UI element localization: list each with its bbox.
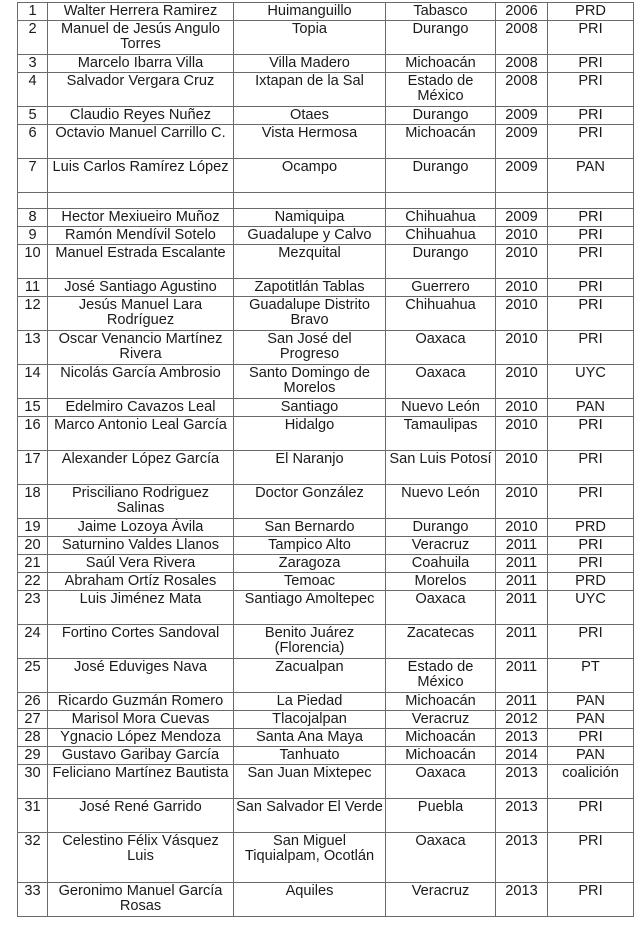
- cell-year: 2011: [496, 555, 548, 573]
- cell-person-name: Octavio Manuel Carrillo C.: [48, 125, 234, 159]
- cell-row-number: 33: [18, 883, 48, 917]
- cell-state: Chihuahua: [386, 297, 496, 331]
- cell-row-number: 1: [18, 3, 48, 21]
- table-row: [18, 3, 634, 21]
- cell-party: PRI: [548, 73, 634, 107]
- cell-state: Durango: [386, 519, 496, 537]
- cell-row-number: 23: [18, 591, 48, 625]
- cell-row-number: 2: [18, 21, 48, 55]
- cell-party: UYC: [548, 591, 634, 625]
- cell-party: PRI: [548, 833, 634, 883]
- cell-state: Durango: [386, 245, 496, 279]
- cell-municipality: La Piedad: [234, 693, 386, 711]
- cell-row-number: 28: [18, 729, 48, 747]
- cell-party: UYC: [548, 365, 634, 399]
- cell-party: [548, 193, 634, 209]
- table-row: [18, 297, 634, 331]
- table-row: [18, 365, 634, 399]
- cell-row-number: 12: [18, 297, 48, 331]
- cell-year: 2010: [496, 451, 548, 485]
- table-row: [18, 729, 634, 747]
- table-row: [18, 537, 634, 555]
- cell-municipality: Zaragoza: [234, 555, 386, 573]
- cell-year: 2010: [496, 279, 548, 297]
- cell-party: PRI: [548, 227, 634, 245]
- cell-state: Guerrero: [386, 279, 496, 297]
- cell-year: 2008: [496, 21, 548, 55]
- cell-state: Durango: [386, 21, 496, 55]
- cell-year: 2010: [496, 227, 548, 245]
- cell-municipality: Topia: [234, 21, 386, 55]
- table-row: [18, 711, 634, 729]
- table-row: [18, 591, 634, 625]
- cell-person-name: Jesús Manuel Lara Rodríguez: [48, 297, 234, 331]
- cell-year: 2009: [496, 125, 548, 159]
- cell-party: coalición: [548, 765, 634, 799]
- cell-municipality: Namiquipa: [234, 209, 386, 227]
- cell-person-name: Edelmiro Cavazos Leal: [48, 399, 234, 417]
- cell-municipality: Vista Hermosa: [234, 125, 386, 159]
- cell-party: PRI: [548, 625, 634, 659]
- cell-state: Veracruz: [386, 883, 496, 917]
- cell-person-name: Marisol Mora Cuevas: [48, 711, 234, 729]
- cell-year: [496, 193, 548, 209]
- cell-state: Michoacán: [386, 693, 496, 711]
- cell-year: 2011: [496, 625, 548, 659]
- table-row: [18, 555, 634, 573]
- cell-party: PRI: [548, 125, 634, 159]
- cell-year: 2013: [496, 765, 548, 799]
- cell-state: San Luis Potosí: [386, 451, 496, 485]
- table-row: [18, 209, 634, 227]
- table-row: [18, 107, 634, 125]
- cell-person-name: Feliciano Martínez Bautista: [48, 765, 234, 799]
- cell-municipality: San José del Progreso: [234, 331, 386, 365]
- cell-year: 2014: [496, 747, 548, 765]
- cell-year: 2009: [496, 159, 548, 193]
- cell-year: 2010: [496, 297, 548, 331]
- cell-year: 2013: [496, 729, 548, 747]
- cell-municipality: Mezquital: [234, 245, 386, 279]
- cell-year: 2013: [496, 799, 548, 833]
- cell-person-name: Ricardo Guzmán Romero: [48, 693, 234, 711]
- cell-row-number: 14: [18, 365, 48, 399]
- cell-state: Morelos: [386, 573, 496, 591]
- cell-year: 2009: [496, 107, 548, 125]
- cell-municipality: El Naranjo: [234, 451, 386, 485]
- cell-state: Tamaulipas: [386, 417, 496, 451]
- cell-row-number: 8: [18, 209, 48, 227]
- cell-row-number: 4: [18, 73, 48, 107]
- cell-municipality: San Miguel Tiquialpam, Ocotlán: [234, 833, 386, 883]
- cell-row-number: 16: [18, 417, 48, 451]
- cell-year: 2011: [496, 591, 548, 625]
- cell-person-name: Marcelo Ibarra Villa: [48, 55, 234, 73]
- cell-state: [386, 193, 496, 209]
- table-row: [18, 279, 634, 297]
- cell-row-number: 27: [18, 711, 48, 729]
- cell-municipality: Hidalgo: [234, 417, 386, 451]
- table-row: [18, 227, 634, 245]
- cell-row-number: 22: [18, 573, 48, 591]
- cell-person-name: Oscar Venancio Martínez Rivera: [48, 331, 234, 365]
- table-row: [18, 573, 634, 591]
- cell-person-name: Saturnino Valdes Llanos: [48, 537, 234, 555]
- table-row: [18, 625, 634, 659]
- table-row: [18, 747, 634, 765]
- cell-year: 2010: [496, 417, 548, 451]
- table-row: [18, 399, 634, 417]
- cell-person-name: Geronimo Manuel García Rosas: [48, 883, 234, 917]
- cell-municipality: Ocampo: [234, 159, 386, 193]
- cell-person-name: Luis Carlos Ramírez López: [48, 159, 234, 193]
- cell-person-name: Celestino Félix Vásquez Luis: [48, 833, 234, 883]
- cell-party: PRI: [548, 799, 634, 833]
- table-row: [18, 21, 634, 55]
- cell-municipality: Guadalupe Distrito Bravo: [234, 297, 386, 331]
- cell-state: Veracruz: [386, 711, 496, 729]
- cell-person-name: Marco Antonio Leal García: [48, 417, 234, 451]
- cell-row-number: 13: [18, 331, 48, 365]
- cell-state: Nuevo León: [386, 399, 496, 417]
- cell-state: Veracruz: [386, 537, 496, 555]
- cell-year: 2010: [496, 245, 548, 279]
- cell-state: Oaxaca: [386, 591, 496, 625]
- table-row: [18, 799, 634, 833]
- cell-municipality: Zacualpan: [234, 659, 386, 693]
- cell-state: Tabasco: [386, 3, 496, 21]
- cell-row-number: 3: [18, 55, 48, 73]
- cell-state: Oaxaca: [386, 765, 496, 799]
- cell-year: 2010: [496, 331, 548, 365]
- cell-municipality: Temoac: [234, 573, 386, 591]
- cell-state: Nuevo León: [386, 485, 496, 519]
- cell-party: PAN: [548, 693, 634, 711]
- cell-municipality: Guadalupe y Calvo: [234, 227, 386, 245]
- cell-municipality: San Juan Mixtepec: [234, 765, 386, 799]
- table-row: [18, 883, 634, 917]
- cell-year: 2011: [496, 537, 548, 555]
- cell-person-name: Salvador Vergara Cruz: [48, 73, 234, 107]
- cell-municipality: Tampico Alto: [234, 537, 386, 555]
- cell-municipality: Benito Juárez (Florencia): [234, 625, 386, 659]
- cell-party: PRI: [548, 297, 634, 331]
- cell-year: 2010: [496, 519, 548, 537]
- cell-person-name: José Eduviges Nava: [48, 659, 234, 693]
- cell-person-name: Alexander López García: [48, 451, 234, 485]
- cell-municipality: Santiago Amoltepec: [234, 591, 386, 625]
- cell-municipality: Doctor González: [234, 485, 386, 519]
- cell-municipality: [234, 193, 386, 209]
- cell-row-number: 29: [18, 747, 48, 765]
- cell-row-number: 20: [18, 537, 48, 555]
- cell-person-name: Luis Jiménez Mata: [48, 591, 234, 625]
- cell-row-number: 19: [18, 519, 48, 537]
- cell-party: PRI: [548, 331, 634, 365]
- cell-row-number: 26: [18, 693, 48, 711]
- cell-party: PRI: [548, 107, 634, 125]
- cell-person-name: Manuel de Jesús Angulo Torres: [48, 21, 234, 55]
- cell-person-name: Claudio Reyes Nuñez: [48, 107, 234, 125]
- cell-state: Chihuahua: [386, 209, 496, 227]
- cell-person-name: José René Garrido: [48, 799, 234, 833]
- cell-person-name: Saúl Vera Rivera: [48, 555, 234, 573]
- cell-row-number: 21: [18, 555, 48, 573]
- cell-party: PRD: [548, 573, 634, 591]
- cell-year: 2006: [496, 3, 548, 21]
- cell-row-number: 7: [18, 159, 48, 193]
- cell-municipality: Santo Domingo de Morelos: [234, 365, 386, 399]
- cell-municipality: Aquiles: [234, 883, 386, 917]
- cell-party: PRD: [548, 519, 634, 537]
- cell-party: PRI: [548, 537, 634, 555]
- cell-person-name: Jaime Lozoya Ávila: [48, 519, 234, 537]
- cell-row-number: 24: [18, 625, 48, 659]
- cell-row-number: 18: [18, 485, 48, 519]
- cell-state: Michoacán: [386, 55, 496, 73]
- cell-year: 2011: [496, 659, 548, 693]
- cell-state: Puebla: [386, 799, 496, 833]
- cell-party: PRI: [548, 21, 634, 55]
- cell-state: Oaxaca: [386, 331, 496, 365]
- table-row: [18, 417, 634, 451]
- cell-state: Michoacán: [386, 125, 496, 159]
- cell-party: PRI: [548, 417, 634, 451]
- cell-municipality: Tlacojalpan: [234, 711, 386, 729]
- cell-municipality: Villa Madero: [234, 55, 386, 73]
- table-row: [18, 245, 634, 279]
- cell-party: PAN: [548, 711, 634, 729]
- cell-party: PRI: [548, 245, 634, 279]
- cell-person-name: Hector Mexiueiro Muñoz: [48, 209, 234, 227]
- table-row: [18, 693, 634, 711]
- cell-state: Coahuila: [386, 555, 496, 573]
- cell-state: Chihuahua: [386, 227, 496, 245]
- cell-state: Estado de México: [386, 73, 496, 107]
- cell-state: Michoacán: [386, 729, 496, 747]
- cell-state: Zacatecas: [386, 625, 496, 659]
- cell-party: PAN: [548, 399, 634, 417]
- cell-year: 2013: [496, 883, 548, 917]
- cell-municipality: Otaes: [234, 107, 386, 125]
- cell-municipality: Tanhuato: [234, 747, 386, 765]
- cell-party: PRI: [548, 209, 634, 227]
- cell-year: 2008: [496, 55, 548, 73]
- cell-party: PAN: [548, 747, 634, 765]
- cell-row-number: 15: [18, 399, 48, 417]
- cell-person-name: Prisciliano Rodriguez Salinas: [48, 485, 234, 519]
- cell-person-name: Walter Herrera Ramirez: [48, 3, 234, 21]
- cell-person-name: Abraham Ortíz Rosales: [48, 573, 234, 591]
- cell-party: PRI: [548, 55, 634, 73]
- cell-party: PRI: [548, 883, 634, 917]
- cell-state: Durango: [386, 159, 496, 193]
- cell-year: 2010: [496, 365, 548, 399]
- cell-state: Oaxaca: [386, 365, 496, 399]
- cell-row-number: 10: [18, 245, 48, 279]
- cell-row-number: 32: [18, 833, 48, 883]
- cell-year: 2011: [496, 573, 548, 591]
- cell-state: Oaxaca: [386, 833, 496, 883]
- cell-year: 2012: [496, 711, 548, 729]
- cell-row-number: 17: [18, 451, 48, 485]
- cell-year: 2011: [496, 693, 548, 711]
- table-row: [18, 55, 634, 73]
- cell-row-number: 11: [18, 279, 48, 297]
- table-row: [18, 451, 634, 485]
- cell-party: PRI: [548, 555, 634, 573]
- document-page: [17, 2, 633, 917]
- cell-row-number: 6: [18, 125, 48, 159]
- table-row: [18, 659, 634, 693]
- cell-municipality: San Bernardo: [234, 519, 386, 537]
- cell-row-number: 31: [18, 799, 48, 833]
- table-body: [18, 3, 634, 917]
- cell-party: PRD: [548, 3, 634, 21]
- cell-party: PRI: [548, 485, 634, 519]
- cell-row-number: 25: [18, 659, 48, 693]
- cell-person-name: Ygnacio López Mendoza: [48, 729, 234, 747]
- cell-person-name: Ramón Mendívil Sotelo: [48, 227, 234, 245]
- cell-year: 2009: [496, 209, 548, 227]
- cell-person-name: [48, 193, 234, 209]
- cell-party: PRI: [548, 729, 634, 747]
- cell-person-name: Gustavo Garibay García: [48, 747, 234, 765]
- table-row: [18, 159, 634, 193]
- cell-year: 2008: [496, 73, 548, 107]
- cell-year: 2013: [496, 833, 548, 883]
- cell-state: Estado de México: [386, 659, 496, 693]
- cell-municipality: Santiago: [234, 399, 386, 417]
- cell-municipality: Santa Ana Maya: [234, 729, 386, 747]
- cell-row-number: 30: [18, 765, 48, 799]
- table-row: [18, 765, 634, 799]
- table-row: [18, 519, 634, 537]
- cell-party: PT: [548, 659, 634, 693]
- mayors-table: [17, 2, 634, 917]
- cell-year: 2010: [496, 485, 548, 519]
- table-row: [18, 73, 634, 107]
- table-row: [18, 331, 634, 365]
- cell-party: PAN: [548, 159, 634, 193]
- cell-municipality: Ixtapan de la Sal: [234, 73, 386, 107]
- table-row: [18, 193, 634, 209]
- cell-person-name: Nicolás García Ambrosio: [48, 365, 234, 399]
- table-row: [18, 125, 634, 159]
- cell-row-number: 5: [18, 107, 48, 125]
- table-row: [18, 833, 634, 883]
- cell-person-name: Fortino Cortes Sandoval: [48, 625, 234, 659]
- cell-state: Michoacán: [386, 747, 496, 765]
- cell-row-number: 9: [18, 227, 48, 245]
- cell-municipality: San Salvador El Verde: [234, 799, 386, 833]
- cell-state: Durango: [386, 107, 496, 125]
- cell-municipality: Huimanguillo: [234, 3, 386, 21]
- cell-person-name: José Santiago Agustino: [48, 279, 234, 297]
- table-row: [18, 485, 634, 519]
- cell-party: PRI: [548, 279, 634, 297]
- cell-person-name: Manuel Estrada Escalante: [48, 245, 234, 279]
- cell-year: 2010: [496, 399, 548, 417]
- cell-row-number: [18, 193, 48, 209]
- cell-party: PRI: [548, 451, 634, 485]
- cell-municipality: Zapotitlán Tablas: [234, 279, 386, 297]
